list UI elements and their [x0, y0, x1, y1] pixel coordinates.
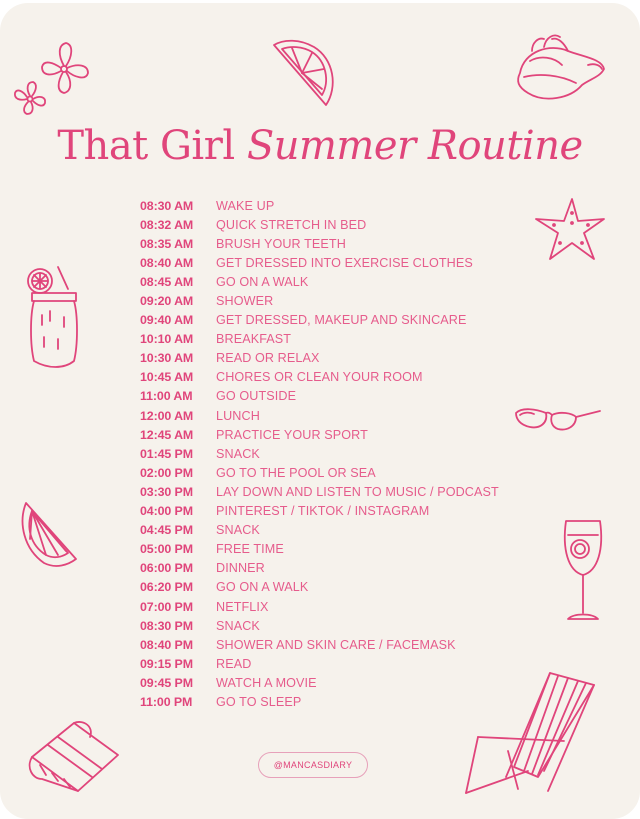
schedule-row [140, 272, 560, 291]
schedule-time: 01:45 PM [140, 446, 193, 461]
schedule-time: 08:45 AM [140, 274, 194, 289]
schedule-row [140, 616, 560, 635]
schedule-time: 09:15 PM [140, 656, 193, 671]
schedule-time: 08:30 AM [140, 198, 194, 213]
schedule-activity: SHOWER [216, 294, 274, 309]
citrus-slice-icon [16, 499, 82, 571]
sunglasses-icon [512, 399, 604, 439]
schedule-activity: FREE TIME [216, 542, 284, 557]
schedule-list [140, 196, 560, 712]
schedule-row [140, 406, 560, 425]
schedule-activity: WATCH A MOVIE [216, 675, 317, 690]
schedule-activity: GO TO THE POOL OR SEA [216, 465, 376, 480]
schedule-time: 04:00 PM [140, 504, 193, 519]
schedule-time: 05:00 PM [140, 542, 193, 557]
title-main: That Girl [57, 123, 247, 169]
schedule-time: 03:30 PM [140, 484, 193, 499]
orange-slice-icon [268, 37, 338, 109]
schedule-activity: GET DRESSED INTO EXERCISE CLOTHES [216, 255, 473, 270]
page-title [0, 123, 640, 169]
schedule-row [140, 196, 560, 215]
schedule-activity: GO TO SLEEP [216, 694, 302, 709]
schedule-time: 11:00 AM [140, 389, 193, 404]
routine-card [0, 3, 640, 819]
schedule-time: 06:00 PM [140, 561, 193, 576]
schedule-row [140, 482, 560, 501]
schedule-time: 12:45 AM [140, 427, 194, 442]
schedule-row [140, 540, 560, 559]
schedule-activity: WAKE UP [216, 198, 275, 213]
schedule-time: 08:40 AM [140, 255, 194, 270]
schedule-row [140, 559, 560, 578]
rolled-towel-icon [18, 717, 128, 799]
schedule-activity: READ OR RELAX [216, 351, 320, 366]
schedule-activity: PINTEREST / TIKTOK / INSTAGRAM [216, 504, 430, 519]
schedule-time: 08:30 PM [140, 618, 193, 633]
schedule-activity: SHOWER AND SKIN CARE / FACEMASK [216, 637, 456, 652]
schedule-row [140, 368, 560, 387]
schedule-activity: PRACTICE YOUR SPORT [216, 427, 368, 442]
schedule-time: 08:40 PM [140, 637, 193, 652]
schedule-time: 09:20 AM [140, 294, 194, 309]
schedule-activity: QUICK STRETCH IN BED [216, 217, 367, 232]
lemonade-jar-icon [18, 265, 90, 375]
schedule-row [140, 635, 560, 654]
schedule-activity: GO ON A WALK [216, 274, 309, 289]
schedule-row [140, 444, 560, 463]
schedule-activity: GO OUTSIDE [216, 389, 297, 404]
schedule-time: 04:45 PM [140, 523, 193, 538]
schedule-row [140, 311, 560, 330]
schedule-time: 02:00 PM [140, 465, 193, 480]
schedule-time: 06:20 PM [140, 580, 193, 595]
schedule-time: 12:00 AM [140, 408, 194, 423]
schedule-row [140, 578, 560, 597]
schedule-activity: BREAKFAST [216, 332, 292, 347]
schedule-activity: CHORES OR CLEAN YOUR ROOM [216, 370, 423, 385]
schedule-time: 10:30 AM [140, 351, 194, 366]
schedule-row [140, 330, 560, 349]
schedule-time: 08:32 AM [140, 217, 194, 232]
schedule-activity: SNACK [216, 446, 260, 461]
title-italic: Summer Routine [246, 123, 583, 169]
seashell-icon [510, 29, 610, 109]
schedule-time: 09:40 AM [140, 313, 194, 328]
schedule-activity: GO ON A WALK [216, 580, 309, 595]
schedule-time: 07:00 PM [140, 599, 193, 614]
schedule-row [140, 502, 560, 521]
wine-glass-icon [558, 515, 608, 625]
schedule-row [140, 597, 560, 616]
schedule-activity: SNACK [216, 523, 260, 538]
schedule-activity: LAY DOWN AND LISTEN TO MUSIC / PODCAST [216, 484, 499, 499]
schedule-row [140, 387, 560, 406]
schedule-activity: LUNCH [216, 408, 260, 423]
schedule-time: 11:00 PM [140, 694, 193, 709]
schedule-activity: BRUSH YOUR TEETH [216, 236, 346, 251]
schedule-activity: SNACK [216, 618, 260, 633]
schedule-row [140, 425, 560, 444]
schedule-time: 10:45 AM [140, 370, 194, 385]
schedule-time: 08:35 AM [140, 236, 194, 251]
schedule-activity: READ [216, 656, 252, 671]
schedule-activity: NETFLIX [216, 599, 269, 614]
schedule-activity: DINNER [216, 561, 265, 576]
schedule-row [140, 521, 560, 540]
schedule-row [140, 463, 560, 482]
schedule-row [140, 253, 560, 272]
beach-chair-icon [458, 667, 608, 797]
schedule-row [140, 291, 560, 310]
schedule-row [140, 234, 560, 253]
schedule-time: 10:10 AM [140, 332, 194, 347]
schedule-row [140, 349, 560, 368]
credit-badge: @MANCASDIARY [258, 752, 368, 778]
schedule-row [140, 215, 560, 234]
schedule-time: 09:45 PM [140, 675, 193, 690]
flowers-icon [6, 33, 96, 118]
schedule-activity: GET DRESSED, MAKEUP AND SKINCARE [216, 313, 467, 328]
